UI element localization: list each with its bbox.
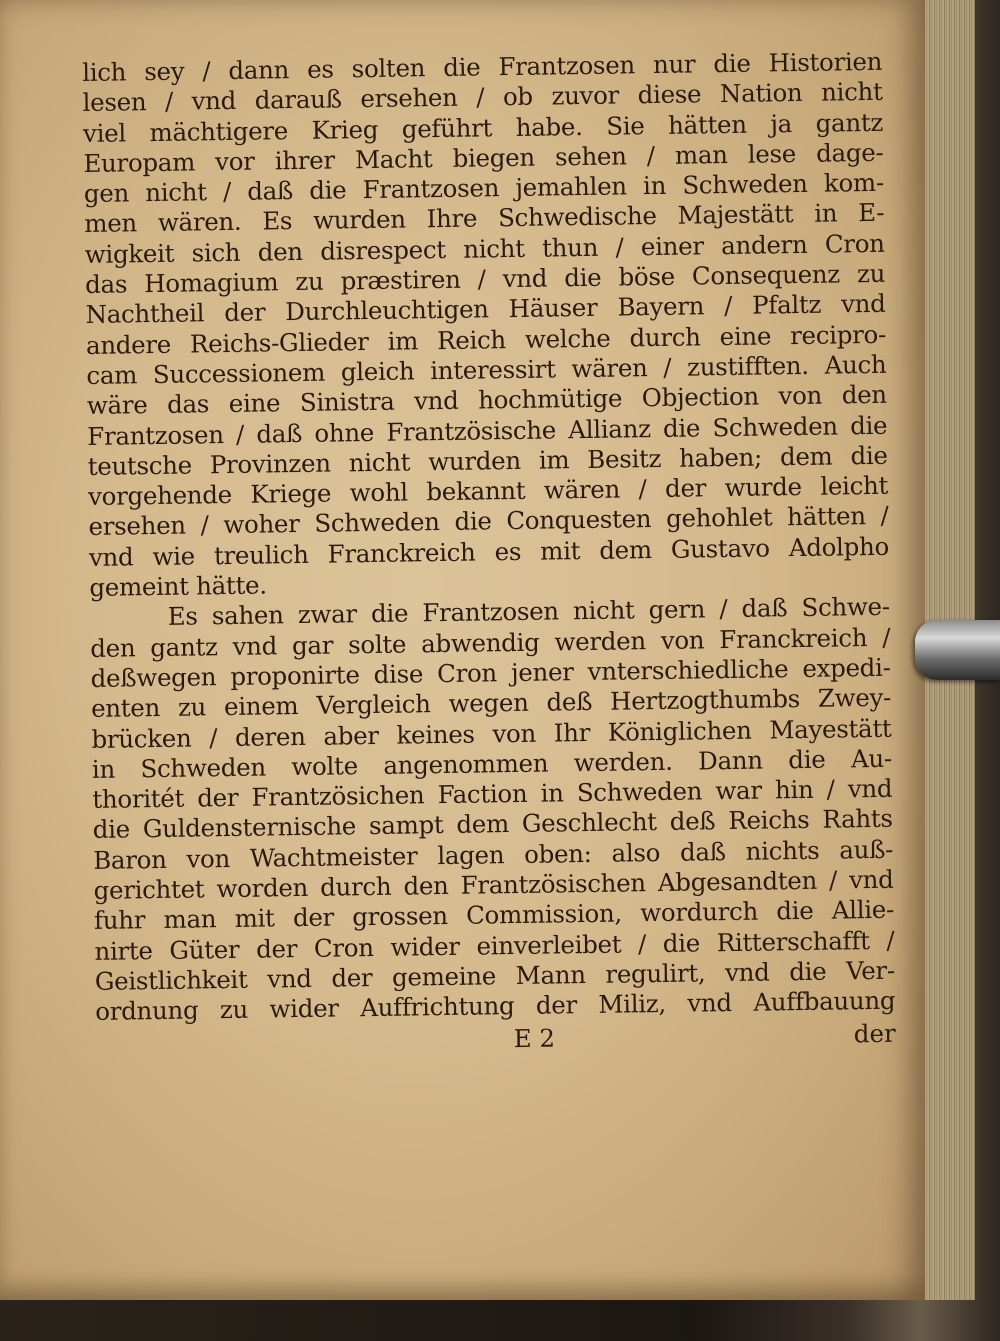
text-line: brücken / deren aber keines von Ihr Königlichen Mayestätt [91, 713, 892, 754]
text-line: Geistlichkeit vnd der gemeine Mann regulirt, vnd die Ver- [94, 955, 896, 996]
text-line: die Guldensternische sampt dem Geschlecht deß Reichs Rahts [92, 804, 893, 845]
text-line: lich sey / dann es solten die Frantzosen nur die Historien [82, 46, 883, 87]
catchword: der [853, 1018, 896, 1048]
text-line: thoritét der Frantzösichen Faction in Schweden war hin / vnd [92, 773, 893, 815]
text-line: enten zu einem Vergleich wegen deß Hertzogthumbs Zwey- [90, 683, 892, 724]
text-line: deßwegen proponirte dise Cron jener vnterschiedliche expedi- [90, 652, 891, 693]
text-line: ordnung zu wider Auffrichtung der Miliz, vnd Auffbauung [95, 985, 896, 1027]
text-line: gemeint hätte. [89, 570, 267, 602]
text-line: cam Successionem gleich interessirt wären / zustifften. Auch [86, 349, 887, 390]
text-line: Frantzosen / daß ohne Frantzösische Allianz die Schweden die [87, 410, 888, 451]
text-line: das Homagium zu præstiren / vnd die böse Consequenz zu [84, 258, 886, 300]
text-line: men wären. Es wurden Ihre Schwedische Majestätt in E- [84, 198, 885, 239]
text-line: vnd wie treulich Franckreich es mit dem Gustavo Adolpho [88, 531, 890, 572]
text-line: Europam vor ihrer Macht biegen sehen / man lese dage- [83, 137, 884, 178]
text-line: Nachtheil der Durchleuchtigen Häuser Bayern / Pfaltz vnd [85, 289, 886, 330]
text-line: gen nicht / daß die Frantzosen jemahlen in Schweden kom- [83, 168, 885, 209]
text-line: viel mächtigere Krieg geführt habe. Sie hätten ja gantz [82, 107, 884, 148]
text-line: Es sahen zwar die Frantzosen nicht gern / daß Schwe- [167, 592, 890, 632]
text-line: den gantz vnd gar solte abwendig werden von Franckreich / [90, 622, 891, 663]
body-text [82, 47, 896, 1062]
text-line: Baron von Wachtmeister lagen oben: also daß nichts auß- [92, 834, 894, 875]
text-line: teutsche Provinzen nicht wurden im Besitz haben; dem die [87, 440, 888, 481]
text-line: fuhr man mit der grossen Commission, wordurch die Allie- [93, 895, 895, 936]
text-line: nirte Güter der Cron wider einverleibet / die Ritterschafft / [94, 925, 895, 966]
text-line: gerichtet worden durch den Frantzösischen Abgesandten / vnd [93, 864, 894, 905]
text-line: lesen / vnd darauß ersehen / ob zuvor diese Nation nicht [82, 77, 883, 118]
text-line: wigkeit sich den disrespect nicht thun / einer andern Cron [84, 228, 885, 269]
text-line: andere Reichs-Glieder im Reich welche durch eine recipro- [85, 319, 887, 360]
text-line: ersehen / woher Schweden die Conquesten gehohlet hätten / [88, 501, 889, 542]
signature-mark: E 2 [513, 1022, 556, 1053]
text-line: vorgehende Kriege wohl bekannt wären / der wurde leicht [87, 470, 889, 512]
page-clip [915, 620, 1000, 680]
text-line: in Schweden wolte angenommen werden. Dann die Au- [91, 743, 893, 784]
text-line: wäre das eine Sinistra vnd hochmütige Objection von den [86, 380, 887, 421]
